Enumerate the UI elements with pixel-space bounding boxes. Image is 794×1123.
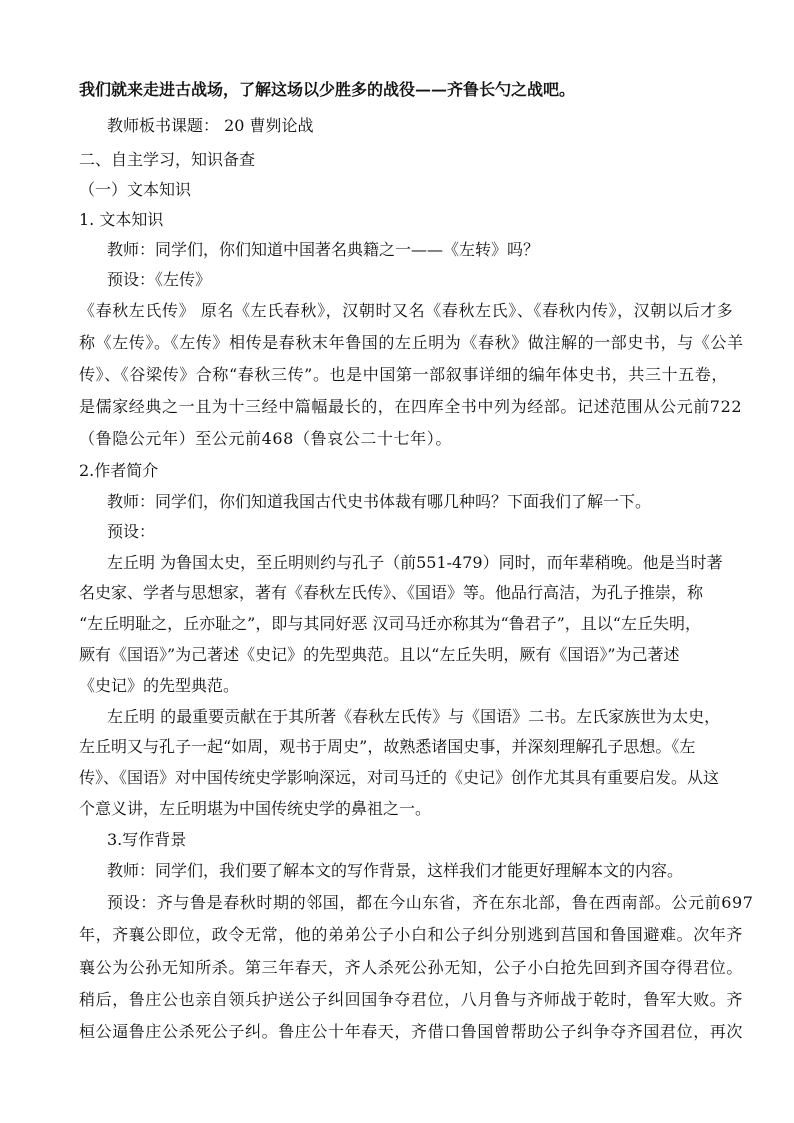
- author-p1-line: 名史家、学者与思想家，著有《春秋左氏传》、《国语》等。他品行高洁，为孔子推崇，称: [79, 583, 704, 602]
- background-line: 襄公为公孙无知所杀。第三年春天，齐人杀死公孙无知，公子小白抢先回到齐国夺得君位。: [79, 958, 744, 977]
- item1-heading: 1. 文本知识: [79, 210, 164, 229]
- item1-preset: 预设：《左传》: [107, 270, 212, 289]
- author-p1-line: 左丘明 为鲁国太史，至丘明则约与孔子（前551-479）同时，而年辈稍晚。他是当时著: [107, 553, 723, 572]
- zuozhuan-line: 称《左传》。《左传》相传是春秋末年鲁国的左丘明为《春秋》做注解的一部史书，与《公羊: [79, 333, 744, 352]
- item2-preset: 预设：: [107, 522, 156, 541]
- item3-heading: 3.写作背景: [107, 830, 187, 849]
- zuozhuan-line: 《春秋左氏传》 原名《左氏春秋》，汉朝时又名《春秋左氏》、《春秋内传》，汉朝以后才多: [79, 301, 734, 320]
- background-line: 稍后，鲁庄公也亲自领兵护送公子纠回国争夺君位，八月鲁与齐师战于乾时，鲁军大败。齐: [79, 990, 744, 1009]
- author-p1-line: 《史记》的先型典范。: [79, 676, 240, 695]
- board-title: 教师板书课题： 20 曹刿论战: [107, 116, 314, 135]
- author-p1-line: 厥有《国语》”为己著述《史记》的先型典范。且以“左丘失明，厥有《国语》”为己著述: [79, 645, 680, 664]
- author-p2-line: 左丘明 的最重要贡献在于其所著《春秋左氏传》与《国语》二书。左氏家族世为太史，: [107, 707, 721, 726]
- item3-teacher: 教师：同学们，我们要了解本文的写作背景，这样我们才能更好理解本文的内容。: [107, 861, 684, 880]
- background-line: 预设：齐与鲁是春秋时期的邻国，都在今山东省，齐在东北部，鲁在西南部。公元前697: [107, 893, 754, 912]
- background-line: 年，齐襄公即位，政令无常，他的弟弟公子小白和公子纠分别逃到莒国和鲁国避难。次年齐: [79, 925, 744, 944]
- author-p2-line: 个意义讲，左丘明堪为中国传统史学的鼻祖之一。: [79, 799, 432, 818]
- zuozhuan-line: 是儒家经典之一且为十三经中篇幅最长的，在四库全书中列为经部。记述范围从公元前722: [79, 397, 743, 416]
- author-p2-line: 传》、《国语》对中国传统史学影响深远，对司马迁的《史记》创作尤其具有重要启发。从这: [79, 768, 720, 787]
- item2-heading: 2.作者简介: [79, 461, 159, 480]
- intro-line: 我们就来走进古战场，了解这场以少胜多的战役——齐鲁长勺之战吧。: [79, 80, 576, 99]
- author-p2-line: 左丘明又与孔子一起“如周，观书于周史”，故熟悉诸国史事，并深刻理解孔子思想。《左: [79, 737, 696, 756]
- item1-teacher: 教师：同学们，你们知道中国著名典籍之一——《左转》吗？: [107, 240, 540, 259]
- section2-heading: 二、自主学习，知识备查: [79, 150, 256, 169]
- item2-teacher: 教师：同学们，你们知道我国古代史书体裁有哪几种吗？下面我们了解一下。: [107, 492, 652, 511]
- zuozhuan-line: 传》、《谷梁传》合称“春秋三传”。也是中国第一部叙事详细的编年体史书，共三十五卷，: [79, 365, 728, 384]
- background-line: 桓公逼鲁庄公杀死公子纠。鲁庄公十年春天，齐借口鲁国曾帮助公子纠争夺齐国君位，再次: [79, 1022, 744, 1041]
- sub1-heading: （一）文本知识: [79, 180, 192, 199]
- zuozhuan-line: （鲁隐公元年）至公元前468（鲁哀公二十七年）。: [79, 429, 452, 448]
- author-p1-line: “左丘明耻之，丘亦耻之”，即与其同好恶 汉司马迁亦称其为“鲁君子”，且以“左丘失明，: [79, 614, 701, 633]
